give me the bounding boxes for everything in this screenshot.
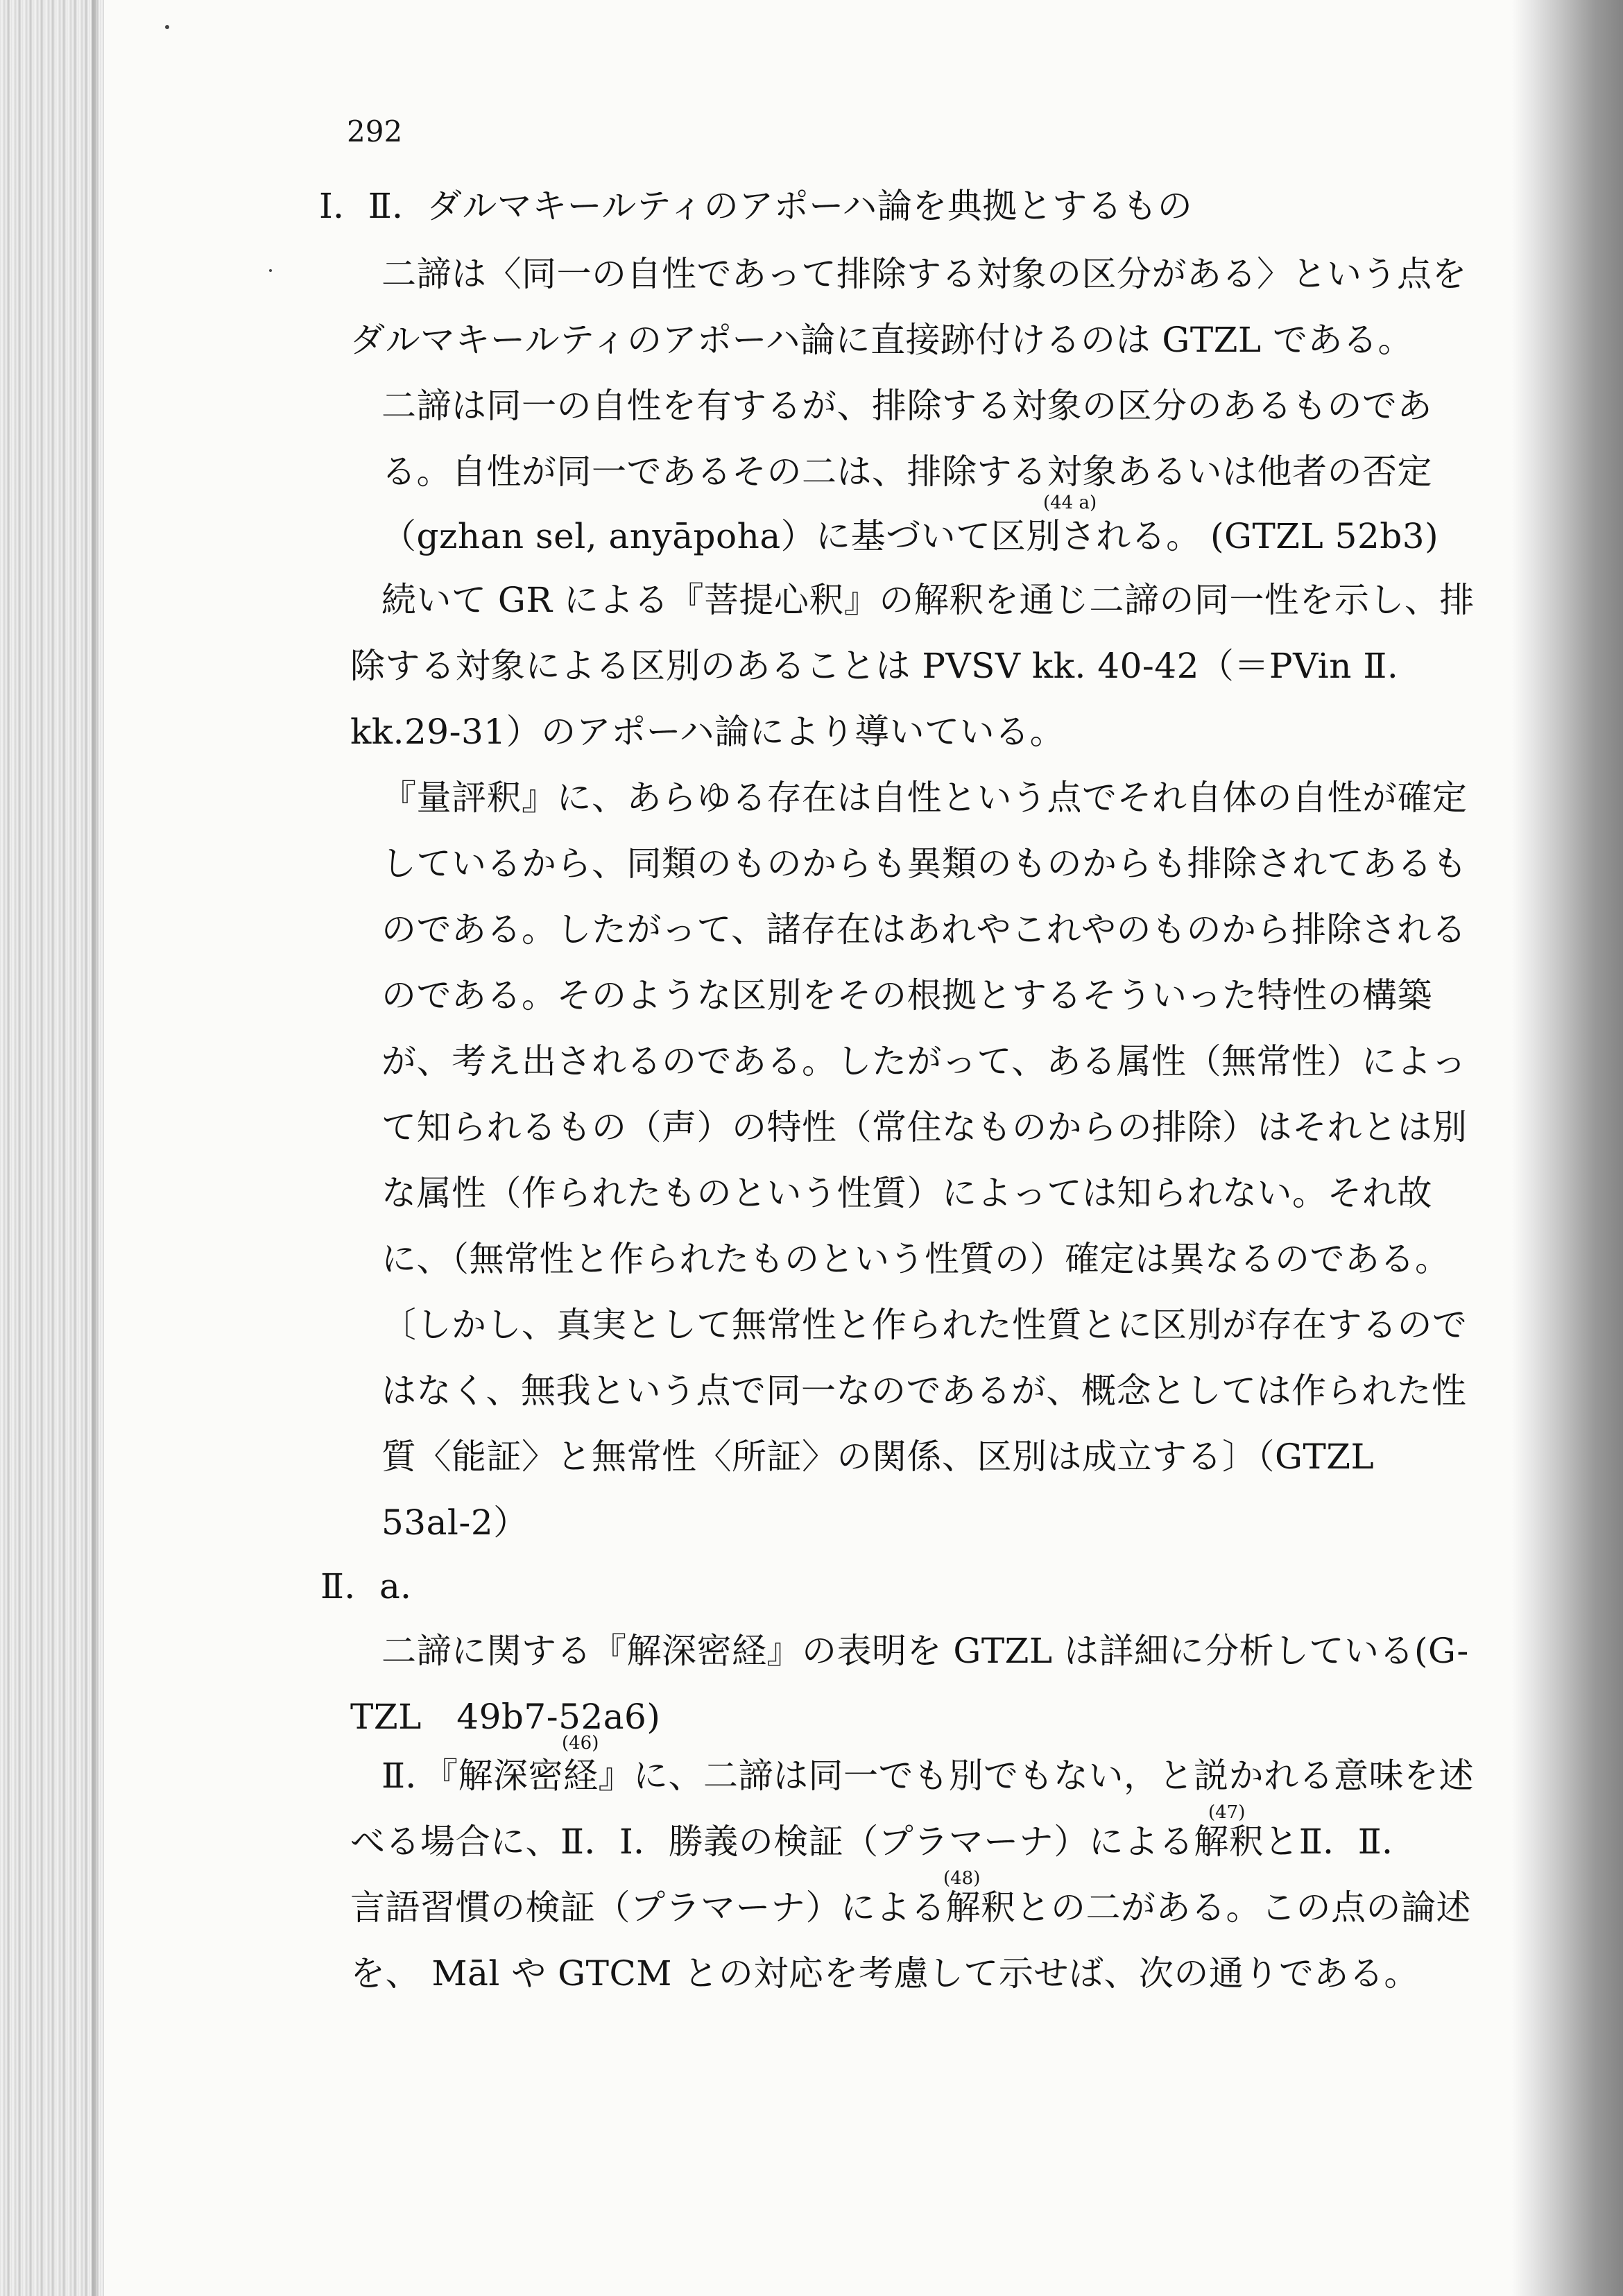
text-line: 二諦は〈同一の自性であって排除する対象の区分がある〉という点を: [381, 254, 1467, 294]
text-line: べる場合に、Ⅱ．Ⅰ．勝義の検証（プラマーナ）による解釈とⅡ．Ⅱ．: [350, 1822, 1417, 1862]
citation: (GTZL 52b3): [1210, 516, 1439, 556]
text-line: ダルマキールティのアポーハ論に直接跡付けるのは GTZL である。: [350, 320, 1414, 360]
quote-line: のである。したがって、諸存在はあれやこれやのものから排除される: [381, 909, 1467, 950]
scan-speck: [165, 25, 169, 29]
text-line: Ⅱ．『解深密経』に、二諦は同一でも別でもない，と説かれる意味を述: [381, 1756, 1474, 1796]
quote-line: 二諦は同一の自性を有するが、排除する対象の区分のあるものであ: [381, 386, 1432, 426]
quote-line: て知られるもの（声）の特性（常住なものからの排除）はそれとは別: [381, 1107, 1468, 1147]
footnote-marker: (48): [943, 1868, 981, 1889]
section-heading: Ⅱ．a．: [320, 1566, 436, 1607]
text-line: 言語習慣の検証（プラマーナ）による解釈との二がある。この点の論述: [350, 1887, 1471, 1928]
scan-speck: [269, 269, 272, 272]
text-line: 二諦に関する『解深密経』の表明を GTZL は詳細に分析している(G-: [381, 1631, 1469, 1671]
footnote-marker: (46): [562, 1733, 599, 1754]
scan-shadow-left: [0, 0, 104, 2296]
text-line: 除する対象による区別のあることは PVSV kk. 40-42（＝PVin Ⅱ.: [350, 646, 1399, 686]
text-line: 続いて GR による『菩提心釈』の解釈を通じ二諦の同一性を示し、排: [381, 580, 1475, 620]
quote-line: （gzhan sel, anyāpoha）に基づいて区別される。: [381, 516, 1201, 556]
quote-line: のである。そのような区別をその根拠とするそういった特性の構築: [381, 975, 1432, 1016]
quote-line: る。自性が同一であるその二は、排除する対象あるいは他者の否定: [381, 452, 1432, 492]
quote-line: 質〈能証〉と無常性〈所証〉の関係、区別は成立する〕（GTZL: [381, 1437, 1375, 1477]
text-line: を、 Māl や GTCM との対応を考慮して示せば、次の通りである。: [350, 1953, 1419, 1994]
quote-line: が、考え出されるのである。したがって、ある属性（無常性）によっ: [381, 1041, 1467, 1081]
scan-shadow-right: [1512, 0, 1623, 2296]
quote-line: 『量評釈』に、あらゆる存在は自性という点でそれ自体の自性が確定: [381, 778, 1468, 818]
quote-line: しているから、同類のものからも異類のものからも排除されてあるも: [381, 843, 1468, 884]
text-line: TZL 49b7-52a6): [350, 1697, 661, 1737]
footnote-marker: (44 a): [1043, 492, 1097, 513]
section-heading: Ⅰ．Ⅱ．ダルマキールティのアポーハ論を典拠とするもの: [319, 186, 1193, 226]
page-number: 292: [347, 114, 403, 148]
quote-line: はなく、無我という点で同一なのであるが、概念としては作られた性: [381, 1371, 1467, 1411]
text-line: kk.29-31）のアポーハ論により導いている。: [350, 712, 1065, 752]
quote-line: 53al-2）: [381, 1502, 529, 1543]
quote-line: な属性（作られたものという性質）によっては知られない。それ故: [381, 1173, 1432, 1213]
quote-line: 〔しかし、真実として無常性と作られた性質とに区別が存在するので: [381, 1305, 1468, 1345]
footnote-marker: (47): [1208, 1802, 1246, 1823]
quote-line: に、（無常性と作られたものという性質の）確定は異なるのである。: [381, 1239, 1450, 1279]
